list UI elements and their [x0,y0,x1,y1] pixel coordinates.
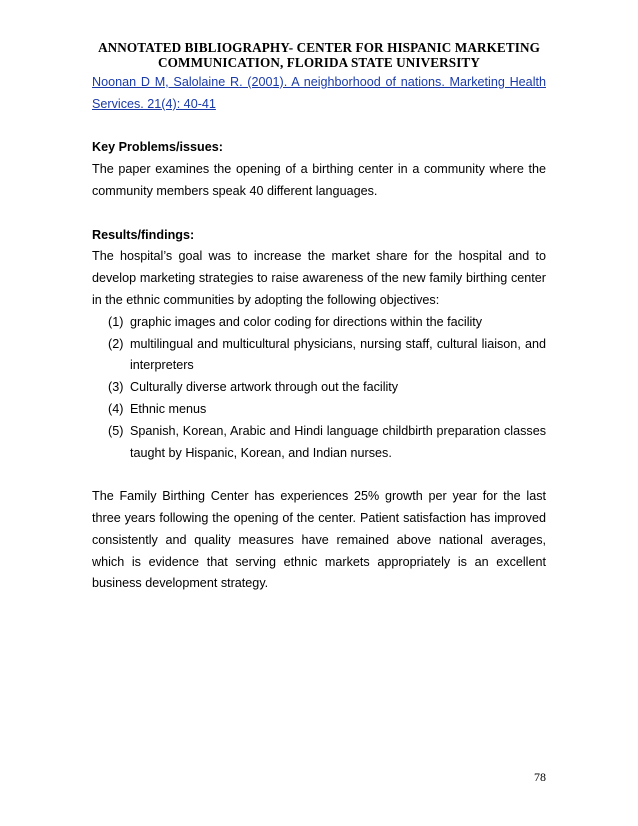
results-heading: Results/findings: [92,227,195,242]
objectives-list [92,312,546,465]
key-problems-text: The paper examines the opening of a birthing center in a community where the community members speak 40 different languages. [92,162,546,198]
objective-text: Ethnic menus [130,401,207,416]
document-body [92,72,546,595]
objective-item [92,421,546,465]
results-conclusion: The Family Birthing Center has experiences 25% growth per year for the last three years following the opening of the center. Patient satisfaction has improved consistently and quality measures have remained above national averages, which is evidence that serving ethnic markets appropriately is an excellent business development strategy. [92,489,546,591]
page-number: 78 [534,770,546,784]
header-line-1: ANNOTATED BIBLIOGRAPHY- CENTER FOR HISPANIC MARKETING [98,40,540,55]
objective-number: (5) [108,423,124,438]
objective-item [92,312,546,334]
objective-item [92,399,546,421]
objective-number: (4) [108,401,124,416]
results-intro: The hospital’s goal was to increase the market share for the hospital and to develop marketing strategies to raise awareness of the new family birthing center in the ethnic communities by adopting the following objectives: [92,249,546,307]
key-problems-heading: Key Problems/issues: [92,140,223,155]
objective-number: (2) [108,336,124,351]
header-line-2: COMMUNICATION, FLORIDA STATE UNIVERSITY [158,55,480,70]
objective-text: multilingual and multicultural physicians, nursing staff, cultural liaison, and interpreters [130,336,546,373]
objective-item [92,334,546,378]
citation-link[interactable]: Noonan D M, Salolaine R. (2001). A neighborhood of nations. Marketing Health Services. 21(4): 40-41 [92,75,546,111]
objective-item [92,377,546,399]
objective-text: graphic images and color coding for directions within the facility [130,314,483,329]
paragraph-spacer [92,464,546,486]
objective-text: Culturally diverse artwork through out the facility [130,380,399,395]
page-header [92,40,546,70]
objective-text: Spanish, Korean, Arabic and Hindi language childbirth preparation classes taught by Hispanic, Korean, and Indian nurses. [130,423,546,460]
objective-number: (1) [108,314,124,329]
objective-number: (3) [108,380,124,395]
